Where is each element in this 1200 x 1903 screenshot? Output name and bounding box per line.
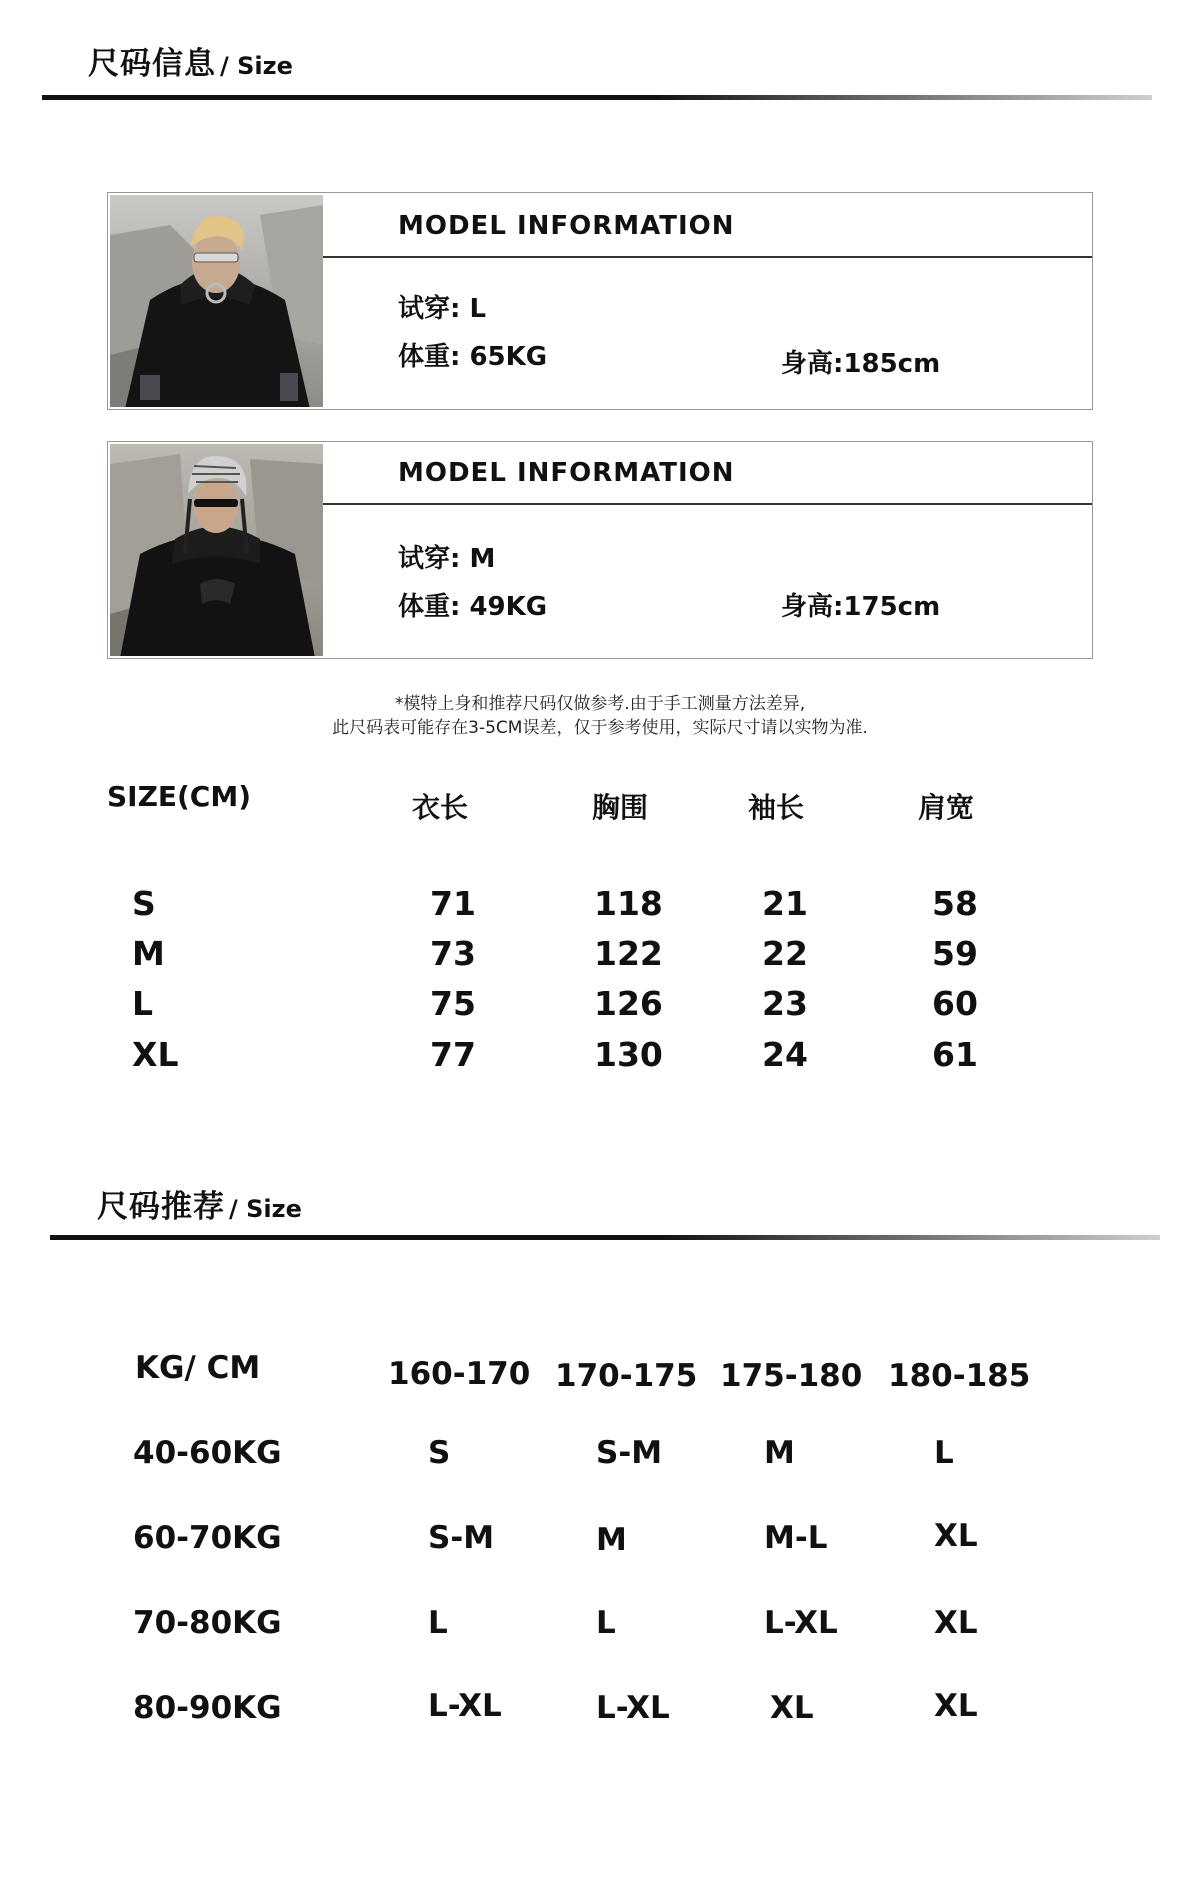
recommend-heading <box>97 1181 302 1226</box>
recommend-row-1-weight: 40-60KG <box>133 1435 282 1471</box>
model-1-divider <box>323 256 1092 258</box>
size-info-heading-en: / Size <box>220 52 293 80</box>
model-2-title: MODEL INFORMATION <box>398 458 735 488</box>
recommend-row-3-col-4: XL <box>934 1605 978 1641</box>
model-1-try-on <box>398 288 486 325</box>
size-table-row-2-length: 73 <box>430 934 476 973</box>
size-table-row-3-sleeve: 23 <box>762 984 808 1023</box>
size-table-row-3-chest: 126 <box>594 984 663 1023</box>
recommend-row-1-col-3: M <box>764 1435 795 1471</box>
recommend-row-4-col-2: L-XL <box>596 1690 670 1726</box>
recommend-header-height-1: 160-170 <box>388 1356 531 1392</box>
size-table-header-length: 衣长 <box>412 791 469 824</box>
recommend-row-4-col-3: XL <box>770 1690 814 1726</box>
size-table-row-1-shoulder: 58 <box>932 884 978 923</box>
model-card-1 <box>107 192 1093 410</box>
model-2-try-label: 试穿: <box>398 544 461 574</box>
recommend-header-height-3: 175-180 <box>720 1358 863 1394</box>
model-1-height-value: 185cm <box>843 349 941 379</box>
size-table-row-3-shoulder: 60 <box>932 984 978 1023</box>
model-1-try-value: L <box>469 294 487 324</box>
recommend-header-height-4: 180-185 <box>888 1358 1031 1394</box>
recommend-row-3-col-3: L-XL <box>764 1605 838 1641</box>
note-line-1: *模特上身和推荐尺码仅做参考.由于手工测量方法差异, <box>394 694 806 714</box>
model-2-height <box>781 586 940 623</box>
model-card-2 <box>107 441 1093 659</box>
size-table-row-1-length: 71 <box>430 884 476 923</box>
recommend-heading-cn: 尺码推荐 <box>97 1189 225 1225</box>
size-table-row-2-size: M <box>132 934 165 973</box>
recommend-header-corner: KG/ CM <box>135 1350 261 1386</box>
recommend-row-2-col-3: M-L <box>764 1520 828 1556</box>
note-line-2: 此尺码表可能存在3-5CM误差，仅于参考使用，实际尺寸请以实物为准. <box>332 718 868 738</box>
size-table-header-size: SIZE(CM) <box>107 780 252 813</box>
size-table-row-2-shoulder: 59 <box>932 934 978 973</box>
model-2-weight-value: 49KG <box>469 592 548 622</box>
model-2-height-label: 身高: <box>781 592 844 622</box>
model-1-weight-label: 体重: <box>398 342 461 372</box>
model-2-try-value: M <box>469 544 496 574</box>
size-table-row-3-length: 75 <box>430 984 476 1023</box>
model-2-weight-label: 体重: <box>398 592 461 622</box>
recommend-row-4-col-4: XL <box>934 1688 978 1724</box>
model-1-height <box>781 343 940 380</box>
recommend-row-2-weight: 60-70KG <box>133 1520 282 1556</box>
size-table-row-4-chest: 130 <box>594 1035 663 1074</box>
model-1-image <box>110 195 323 407</box>
model-2-divider <box>323 503 1092 505</box>
recommend-rule <box>50 1235 1160 1240</box>
size-table-row-1-sleeve: 21 <box>762 884 808 923</box>
model-2-weight <box>398 586 547 623</box>
size-table-row-2-sleeve: 22 <box>762 934 808 973</box>
model-2-try-on <box>398 538 495 575</box>
recommend-header-height-2: 170-175 <box>555 1358 698 1394</box>
recommend-row-3-col-2: L <box>596 1605 616 1641</box>
recommend-row-2-col-2: M <box>596 1522 627 1558</box>
model-2-height-value: 175cm <box>843 592 941 622</box>
size-table-row-4-size: XL <box>132 1035 179 1074</box>
recommend-heading-en: / Size <box>229 1195 302 1223</box>
size-table-row-1-size: S <box>132 884 156 923</box>
recommend-row-4-weight: 80-90KG <box>133 1690 282 1726</box>
recommend-row-1-col-1: S <box>428 1435 451 1471</box>
size-table-header-sleeve: 袖长 <box>748 791 805 824</box>
model-1-weight <box>398 336 547 373</box>
recommend-row-3-col-1: L <box>428 1605 448 1641</box>
measurement-note <box>0 692 1200 740</box>
size-table-row-2-chest: 122 <box>594 934 663 973</box>
size-info-rule <box>42 95 1152 100</box>
size-table-row-4-length: 77 <box>430 1035 476 1074</box>
recommend-row-4-col-1: L-XL <box>428 1688 502 1724</box>
size-table-row-1-chest: 118 <box>594 884 663 923</box>
model-photo-1 <box>110 195 323 407</box>
model-photo-2 <box>110 444 323 656</box>
size-table-header-shoulder: 肩宽 <box>918 791 975 824</box>
size-table-row-3-size: L <box>132 984 154 1023</box>
recommend-row-1-col-4: L <box>934 1435 954 1471</box>
model-1-try-label: 试穿: <box>398 294 461 324</box>
model-1-title: MODEL INFORMATION <box>398 211 735 241</box>
model-2-image <box>110 444 323 656</box>
recommend-row-2-col-1: S-M <box>428 1520 495 1556</box>
size-info-heading-cn: 尺码信息 <box>88 46 216 82</box>
recommend-row-1-col-2: S-M <box>596 1435 663 1471</box>
size-info-heading <box>88 38 293 83</box>
model-1-weight-value: 65KG <box>469 342 548 372</box>
model-1-height-label: 身高: <box>781 349 844 379</box>
recommend-row-2-col-4: XL <box>934 1518 978 1554</box>
size-table-header-chest: 胸围 <box>592 791 649 824</box>
size-table-row-4-sleeve: 24 <box>762 1035 808 1074</box>
recommend-row-3-weight: 70-80KG <box>133 1605 282 1641</box>
size-table-row-4-shoulder: 61 <box>932 1035 978 1074</box>
